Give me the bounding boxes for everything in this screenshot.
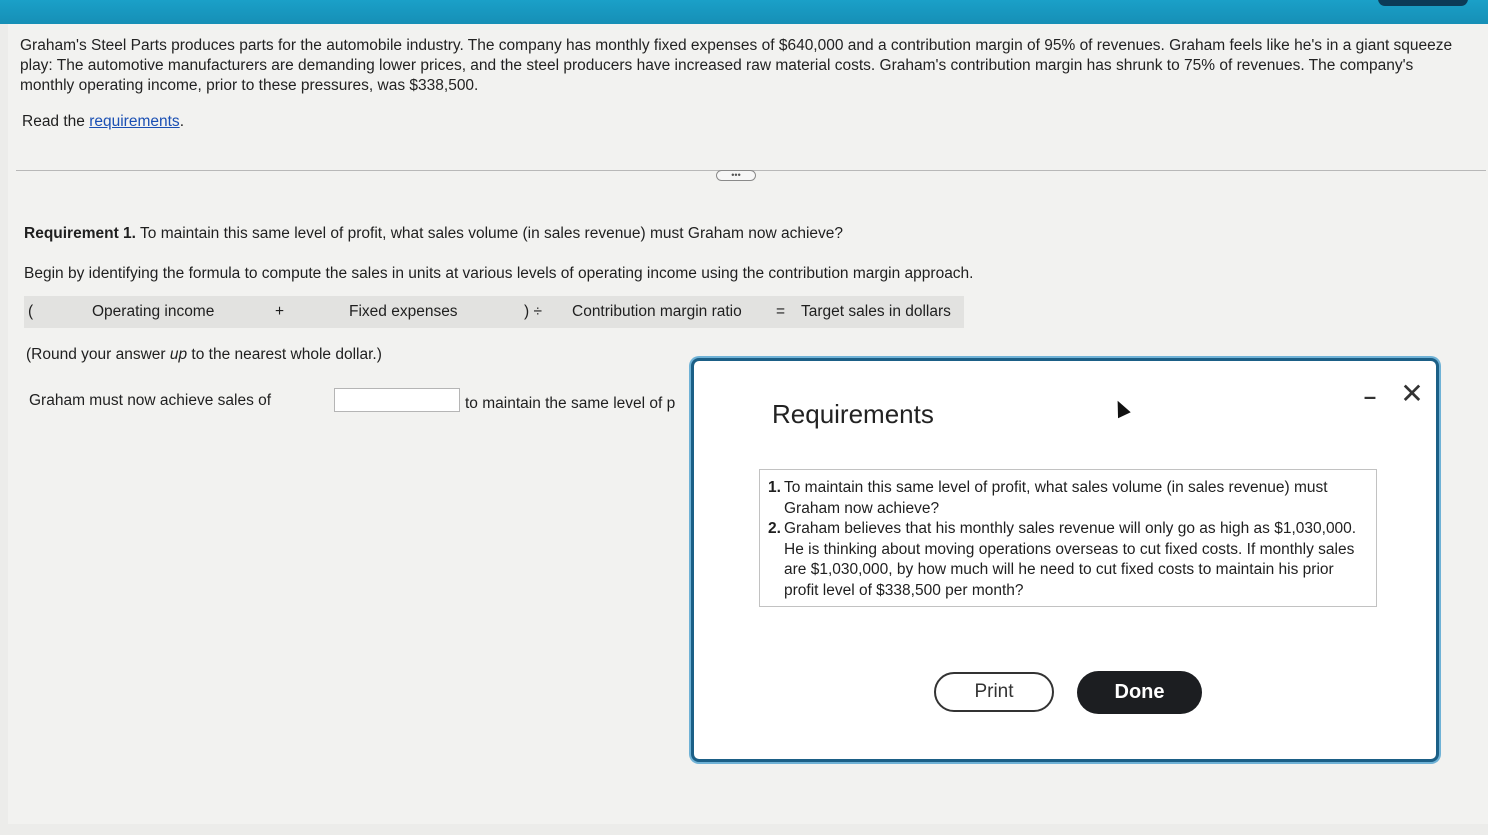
read-suffix: .: [179, 113, 184, 130]
round-suffix: to the nearest whole dollar.): [187, 346, 382, 363]
list-item-number: 2.: [768, 520, 781, 537]
sales-answer-input[interactable]: [334, 388, 460, 412]
formula-close-divide: ) ÷: [524, 303, 542, 320]
answer-prefix: Graham must now achieve sales of: [29, 392, 272, 409]
requirements-list: [759, 469, 1377, 607]
print-button[interactable]: Print: [934, 672, 1054, 712]
answer-suffix: to maintain the same level of p: [465, 395, 676, 412]
formula-cm-ratio: Contribution margin ratio: [572, 303, 742, 320]
formula-instruction: Begin by identifying the formula to compute the sales in units at various levels of operating income using the contribution margin approach.: [24, 265, 974, 282]
top-header-bar: [0, 0, 1488, 24]
minimize-icon[interactable]: –: [1363, 384, 1377, 409]
round-prefix: (Round your answer: [26, 346, 170, 363]
done-button[interactable]: Done: [1077, 671, 1202, 714]
formula-plus: +: [275, 303, 285, 320]
formula-operating-income: Operating income: [92, 303, 215, 320]
formula-target-sales: Target sales in dollars: [801, 303, 951, 320]
close-icon[interactable]: ✕: [1400, 378, 1424, 409]
formula-open-paren: (: [28, 303, 34, 320]
expand-handle[interactable]: •••: [716, 170, 756, 181]
requirements-link[interactable]: requirements: [89, 113, 180, 130]
rounding-instruction: [26, 346, 382, 364]
list-item-number: 1.: [768, 479, 781, 496]
read-prefix: Read the: [22, 113, 90, 130]
requirement-1-text: To maintain this same level of profit, what sales volume (in sales revenue) must Graham now achieve?: [135, 225, 843, 242]
header-pill: [1378, 0, 1468, 6]
list-item: [768, 519, 1368, 601]
list-item-text: To maintain this same level of profit, what sales volume (in sales revenue) must Graham now achieve?: [784, 479, 1328, 517]
read-requirements-line: [22, 113, 184, 131]
requirement-1-prompt: [24, 225, 843, 243]
list-item-text: Graham believes that his monthly sales revenue will only go as high as $1,030,000. He is thinking about moving operations overseas to cut fixed costs. If monthly sales are $1,030,000, by how much will he need to cut fixed costs to maintain his prior profit level of $338,500 per month?: [784, 520, 1357, 599]
requirement-1-label: Requirement 1.: [24, 225, 136, 242]
requirements-dialog: [691, 358, 1439, 762]
formula-row: [24, 296, 964, 328]
list-item: [768, 478, 1368, 519]
dialog-title: Requirements: [772, 399, 934, 429]
formula-fixed-expenses: Fixed expenses: [349, 303, 458, 320]
problem-statement: Graham's Steel Parts produces parts for the automobile industry. The company has monthly fixed expenses of $640,000 and a contribution margin of 95% of revenues. Graham feels like he's in a giant squeeze play: The automotive manufacturers are demanding lower prices, and the steel producers have increased raw material costs. Graham's contribution margin has shrunk to 75% of revenues. The company's monthly operating income, prior to these pressures, was $338,500.: [20, 37, 1453, 94]
round-emphasis: up: [169, 346, 188, 363]
formula-equals: =: [776, 303, 786, 320]
